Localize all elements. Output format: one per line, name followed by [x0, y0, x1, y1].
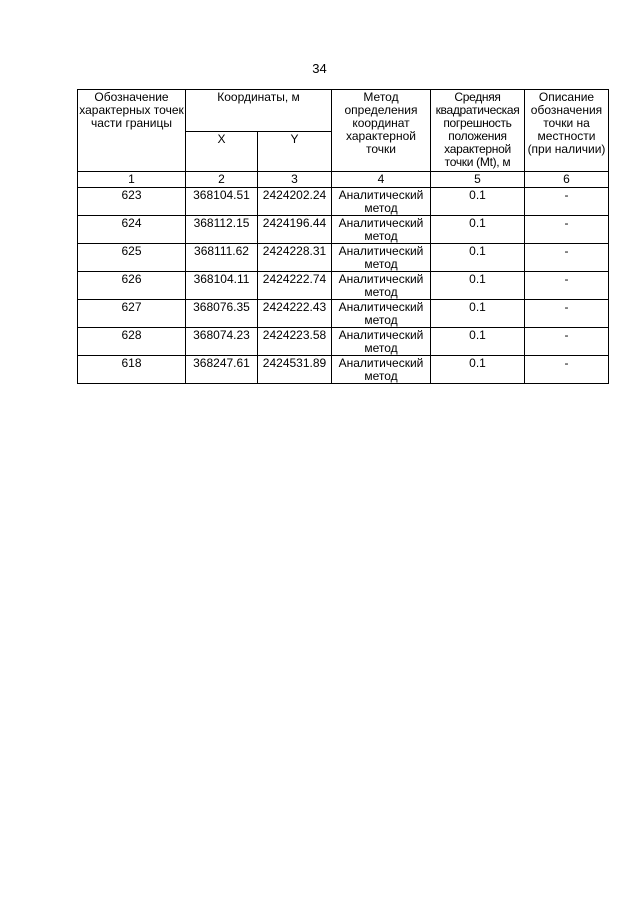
header-x: X — [186, 132, 258, 172]
cell-point: 627 — [78, 300, 186, 328]
cell-y: 2424196.44 — [258, 216, 332, 244]
cell-y: 2424222.43 — [258, 300, 332, 328]
column-number: 1 — [78, 172, 186, 188]
cell-method: Аналитический метод — [332, 188, 431, 216]
column-number-row — [78, 172, 609, 188]
cell-description: - — [525, 244, 609, 272]
cell-description: - — [525, 216, 609, 244]
cell-description: - — [525, 272, 609, 300]
cell-accuracy: 0.1 — [431, 188, 525, 216]
table-row — [78, 244, 609, 272]
table-row — [78, 216, 609, 244]
coordinates-table — [77, 89, 609, 384]
cell-accuracy: 0.1 — [431, 356, 525, 384]
cell-point: 624 — [78, 216, 186, 244]
column-number: 4 — [332, 172, 431, 188]
cell-accuracy: 0.1 — [431, 272, 525, 300]
cell-description: - — [525, 300, 609, 328]
cell-description: - — [525, 356, 609, 384]
cell-accuracy: 0.1 — [431, 216, 525, 244]
cell-accuracy: 0.1 — [431, 300, 525, 328]
cell-method: Аналитический метод — [332, 328, 431, 356]
cell-y: 2424223.58 — [258, 328, 332, 356]
header-coordinates: Координаты, м — [186, 90, 332, 132]
table-row — [78, 300, 609, 328]
cell-y: 2424222.74 — [258, 272, 332, 300]
cell-x: 368104.51 — [186, 188, 258, 216]
cell-x: 368074.23 — [186, 328, 258, 356]
cell-y: 2424202.24 — [258, 188, 332, 216]
page-number: 34 — [312, 61, 327, 76]
cell-method: Аналитический метод — [332, 216, 431, 244]
cell-point: 626 — [78, 272, 186, 300]
table-row — [78, 356, 609, 384]
header-method: Метод определения координат характерной точки — [332, 90, 431, 172]
column-number: 5 — [431, 172, 525, 188]
cell-description: - — [525, 328, 609, 356]
cell-accuracy: 0.1 — [431, 244, 525, 272]
cell-x: 368076.35 — [186, 300, 258, 328]
cell-point: 623 — [78, 188, 186, 216]
header-y: Y — [258, 132, 332, 172]
cell-accuracy: 0.1 — [431, 328, 525, 356]
cell-description: - — [525, 188, 609, 216]
table-row — [78, 272, 609, 300]
cell-method: Аналитический метод — [332, 356, 431, 384]
cell-x: 368104.11 — [186, 272, 258, 300]
header-accuracy: Средняя квадратическая погрешность положения характерной точки (Mt), м — [431, 90, 525, 172]
column-number: 2 — [186, 172, 258, 188]
cell-y: 2424228.31 — [258, 244, 332, 272]
table-row — [78, 188, 609, 216]
cell-point: 625 — [78, 244, 186, 272]
cell-point: 628 — [78, 328, 186, 356]
header-row — [78, 90, 609, 132]
cell-x: 368112.15 — [186, 216, 258, 244]
cell-method: Аналитический метод — [332, 300, 431, 328]
cell-point: 618 — [78, 356, 186, 384]
cell-method: Аналитический метод — [332, 244, 431, 272]
cell-x: 368247.61 — [186, 356, 258, 384]
cell-x: 368111.62 — [186, 244, 258, 272]
header-designation: Обозначение характерных точек части границы — [78, 90, 186, 172]
cell-method: Аналитический метод — [332, 272, 431, 300]
cell-y: 2424531.89 — [258, 356, 332, 384]
column-number: 3 — [258, 172, 332, 188]
column-number: 6 — [525, 172, 609, 188]
header-description: Описание обозначения точки на местности (при наличии) — [525, 90, 609, 172]
table-row — [78, 328, 609, 356]
